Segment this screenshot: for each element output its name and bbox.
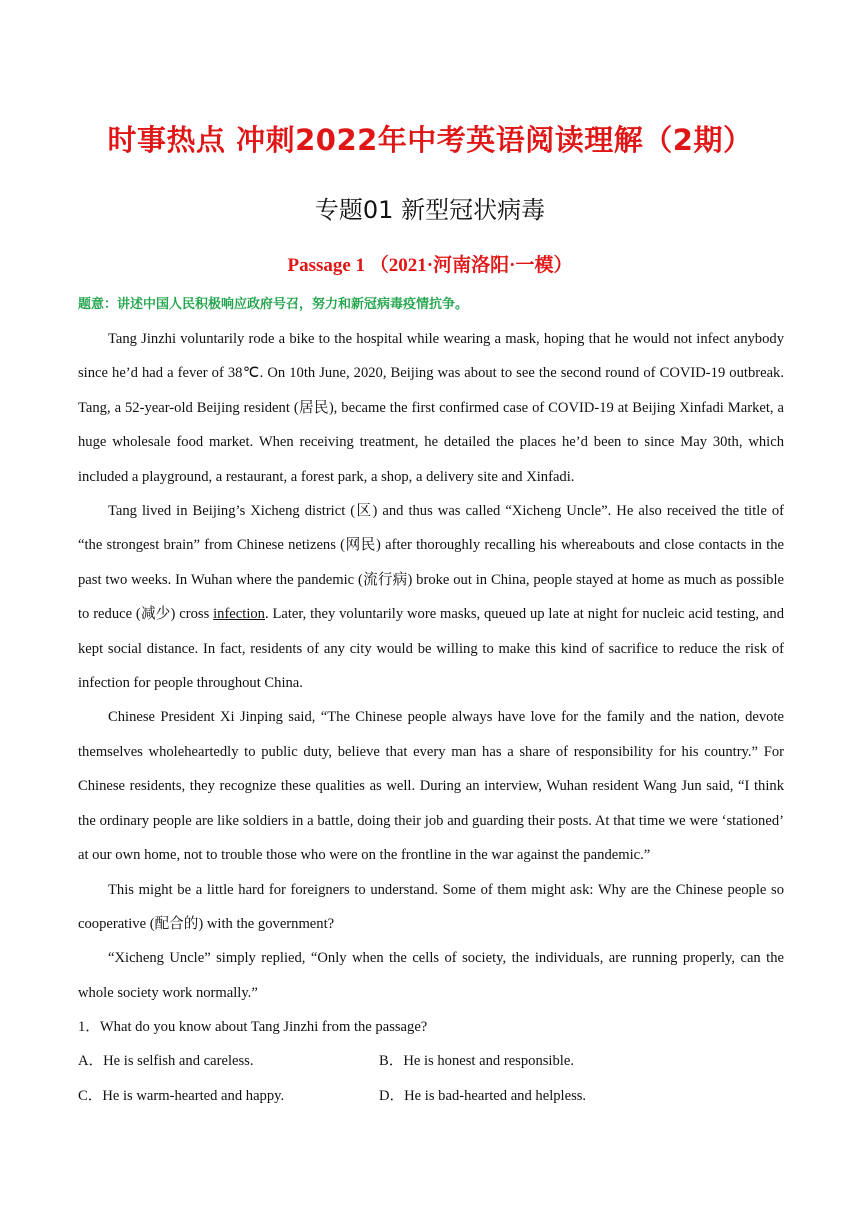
theme-summary: 题意：讲述中国人民积极响应政府号召，努力和新冠病毒疫情抗争。: [78, 297, 469, 312]
paragraph-2-text-a: Tang lived in Beijing’s Xicheng district (区) and thus was called “Xicheng Uncle”. He also received the title of “the strongest brain” from Chinese netizens (网民) after thoroughly recalling his whereabouts and close contacts in the past two weeks. In Wuhan where the pandemic (流行病) broke out in China, people stayed at home as much as possible to reduce (减少) cross: [78, 503, 784, 623]
paragraph-2: [78, 494, 784, 700]
passage-label: Passage 1 （2021·河南洛阳·一模）: [287, 255, 573, 276]
paragraph-5: “Xicheng Uncle” simply replied, “Only when the cells of society, the individuals, are running properly, can the whole society work normally.”: [78, 950, 784, 1001]
paragraph-1: Tang Jinzhi voluntarily rode a bike to the hospital while wearing a mask, hoping that he would not infect anybody since he’d had a fever of 38℃. On 10th June, 2020, Beijing was about to see the second round of COVID-19 outbreak. Tang, a 52-year-old Beijing resident (居民), became the first confirmed case of COVID-19 at Beijing Xinfadi Market, a huge wholesale food market. When receiving treatment, he detailed the places he’d been to since May 30th, which included a playground, a restaurant, a forest park, a shop, a delivery site and Xinfadi.: [78, 331, 784, 485]
option-c: C．He is warm-hearted and happy.: [78, 1087, 285, 1104]
page-title: 时事热点 冲刺2022年中考英语阅读理解（2期）: [107, 123, 753, 157]
question-1-stem: 1．What do you know about Tang Jinzhi from the passage?: [78, 1019, 428, 1035]
paragraph-2-text-b: . Later, they voluntarily wore masks, queued up late at night for nucleic acid testing, and kept social distance. In fact, residents of any city would be willing to make this kind of sacrifice to reduce the risk of infection for people throughout China.: [78, 606, 784, 692]
paragraph-3: Chinese President Xi Jinping said, “The Chinese people always have love for the family and the nation, devote themselves wholeheartedly to public duty, believe that every man has a share of responsibility for his country.” For Chinese residents, they recognize these qualities as well. During an interview, Wuhan resident Wang Jun said, “I think the ordinary people are like soldiers in a battle, doing their job and guarding their posts. At that time we were ‘stationed’ at our own home, not to trouble those who were on the frontline in the war against the pandemic.”: [78, 709, 784, 864]
option-b: B．He is honest and responsible.: [379, 1053, 574, 1070]
article-body: [78, 322, 784, 1010]
topic-subtitle: 专题01 新型冠状病毒: [314, 196, 546, 224]
question-1: [78, 1010, 784, 1113]
options-row-2: [78, 1079, 784, 1113]
option-a: A．He is selfish and careless.: [78, 1053, 254, 1070]
option-d: D．He is bad-hearted and helpless.: [379, 1087, 587, 1104]
paragraph-4: This might be a little hard for foreigners to understand. Some of them might ask: Why are the Chinese people so cooperative (配合的) with the government?: [78, 881, 784, 932]
underlined-word: infection: [213, 606, 265, 623]
options-row-1: [78, 1044, 784, 1078]
